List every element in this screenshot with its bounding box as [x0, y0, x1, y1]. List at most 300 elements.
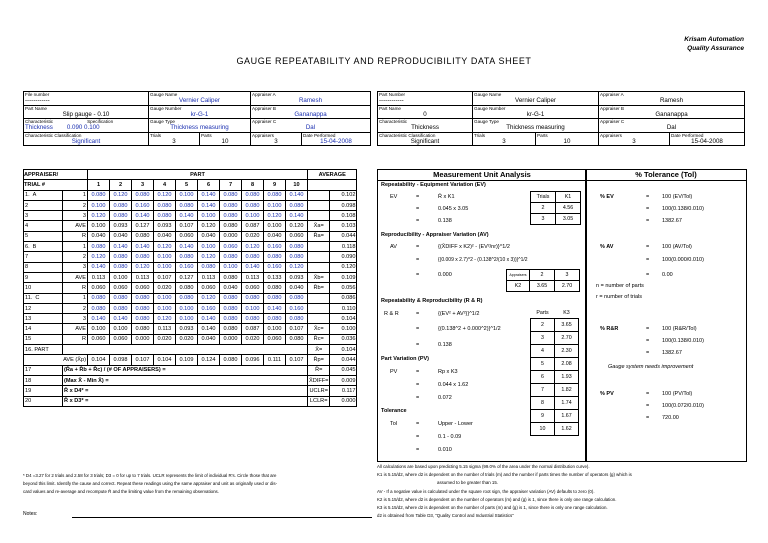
pv-formula: Rp x K3 — [438, 369, 458, 375]
summary-cell: 0.020 — [242, 231, 264, 241]
measurement-cell[interactable]: 0.080 — [264, 293, 286, 303]
summary-cell: 0.060 — [264, 334, 286, 344]
measurement-cell[interactable]: 0.080 — [110, 252, 132, 262]
row-number: 2 — [25, 202, 29, 209]
pv-label: PV — [390, 369, 398, 375]
appraiser-b-value[interactable]: Gananappa — [294, 110, 327, 118]
equals-sign: = — [646, 350, 650, 356]
k3-row — [531, 332, 579, 345]
measurement-cell[interactable]: 0.080 — [176, 252, 198, 262]
k3-row — [531, 358, 579, 371]
measurement-cell[interactable]: 0.160 — [264, 262, 286, 272]
measurement-cell[interactable]: 0.100 — [154, 293, 176, 303]
k3-row — [531, 371, 579, 384]
measurement-cell[interactable]: 0.100 — [154, 252, 176, 262]
measurement-cell[interactable]: 0.080 — [286, 252, 308, 262]
measurement-cell[interactable]: 0.080 — [242, 252, 264, 262]
company-dept: Quality Assurance — [687, 45, 744, 52]
measurement-cell[interactable]: 0.080 — [242, 314, 264, 324]
equals-sign: = — [646, 244, 650, 250]
part-number-header: 3 — [132, 180, 154, 190]
hdr-label: Trials — [150, 132, 162, 138]
measurement-cell[interactable]: 0.140 — [242, 262, 264, 272]
k2-cell: 2.70 — [555, 281, 580, 292]
hdr-label: Gauge Number — [150, 105, 182, 111]
k3-cell: 8 — [531, 397, 555, 410]
measurement-cell[interactable]: 0.080 — [176, 200, 198, 210]
equals-sign: = — [416, 434, 420, 440]
rr-label: R & R — [384, 311, 399, 317]
pct-rr-result: 1382.67 — [662, 350, 682, 356]
footnote-line: d2 is obtained from Table D3, "Quality Control and Industrial Statistics" — [377, 513, 514, 519]
measurement-cell[interactable]: 0.080 — [88, 242, 110, 252]
avg-label — [308, 303, 330, 313]
measurement-cell[interactable]: 0.080 — [110, 211, 132, 221]
measurement-cell[interactable]: 0.140 — [264, 303, 286, 313]
summary-cell: 0.093 — [110, 221, 132, 231]
part-number-header: 2 — [110, 180, 132, 190]
equals-sign: = — [646, 415, 650, 421]
gauge-number-value[interactable]: kr-G-1 — [190, 110, 209, 118]
row-average: 0.120 — [330, 262, 357, 272]
summary-cell: 0.080 — [286, 334, 308, 344]
measurement-cell[interactable]: 0.140 — [132, 211, 154, 221]
gauge-name-value[interactable]: Vernier Caliper — [179, 97, 220, 104]
footnote-line: K1 is 5.15/d2, where d2 is dependent on the number of trials (m) and the number if parts times the number of operators (g) which is — [377, 472, 632, 478]
tol-heading: Tolerance — [381, 408, 407, 414]
table-row — [24, 324, 357, 334]
pv-result: 0.072 — [438, 395, 452, 401]
hdr-label: Appraiser C — [252, 119, 277, 124]
footnote-line: card values and re-average and recompute R̄ and the limiting value from the remaining observations. — [23, 489, 219, 495]
measurement-cell[interactable]: 0.080 — [88, 293, 110, 303]
table-row — [24, 314, 357, 324]
measurement-cell[interactable]: 0.080 — [286, 293, 308, 303]
measurement-cell[interactable]: 0.080 — [220, 293, 242, 303]
summary-cell: 0.133 — [264, 272, 286, 282]
row-label — [24, 293, 63, 303]
measurement-cell[interactable]: 0.140 — [132, 242, 154, 252]
summary-cell: 0.113 — [242, 272, 264, 282]
equals-sign: = — [416, 257, 420, 263]
ave-xp-cell: 0.104 — [88, 355, 110, 365]
measurement-cell[interactable]: 0.140 — [110, 314, 132, 324]
equals-sign: = — [646, 257, 650, 263]
pct-ev-formula: 100 (EV/Tol) — [662, 194, 693, 200]
summary-cell: 0.087 — [242, 324, 264, 334]
measurement-cell[interactable]: 0.120 — [154, 242, 176, 252]
avg-label — [308, 314, 330, 324]
rh-gauge-number-value: kr-G-1 — [526, 110, 545, 118]
row-label — [24, 262, 63, 272]
measurement-cell[interactable]: 0.100 — [154, 303, 176, 313]
measurement-cell[interactable]: 0.140 — [88, 314, 110, 324]
measurement-cell[interactable]: 0.080 — [154, 211, 176, 221]
appraisers-value[interactable]: 3 — [274, 137, 278, 145]
measurement-cell[interactable]: 0.140 — [286, 190, 308, 200]
avg-label: R̄p= — [308, 355, 330, 365]
k3-cell: 2.70 — [555, 332, 579, 345]
measurement-cell[interactable]: 0.140 — [198, 190, 220, 200]
row-average: 0.102 — [330, 190, 357, 200]
measurement-cell[interactable]: 0.080 — [154, 200, 176, 210]
summary-cell: 0.060 — [110, 283, 132, 293]
measurement-cell[interactable]: 0.120 — [286, 262, 308, 272]
summary-cell: 0.080 — [176, 283, 198, 293]
hdr-label: Trials — [474, 132, 486, 138]
characteristic-value[interactable]: Thickness — [25, 124, 53, 131]
measurement-cell[interactable]: 0.100 — [176, 190, 198, 200]
measurement-cell[interactable]: 0.080 — [264, 252, 286, 262]
measurement-cell[interactable]: 0.080 — [110, 303, 132, 313]
rh-appraiser-b-value: Gananappa — [655, 110, 688, 118]
r20-value: 0.000 — [330, 396, 357, 406]
part-number-value[interactable]: ------------ — [25, 97, 50, 104]
footnote-line: K2 is 5.15/d2, where d2 is dependent on the number of operators (m) and (g) is 1, since there is only one range calculation. — [377, 496, 617, 502]
rr-formula: {(EV² + AV²)}^1/2 — [438, 311, 480, 317]
k1-cell: 2 — [531, 203, 556, 214]
measurement-cell[interactable]: 0.080 — [286, 314, 308, 324]
blank-cell — [63, 345, 308, 355]
measurement-cell[interactable]: 0.080 — [220, 314, 242, 324]
part-number-header: 6 — [198, 180, 220, 190]
row-number: 17 — [24, 365, 63, 375]
k3-cell: 1.93 — [555, 371, 579, 384]
measurement-cell[interactable]: 0.160 — [132, 200, 154, 210]
footnote-left — [23, 472, 277, 497]
col-appraiser-header: APPRAISER/ — [24, 170, 88, 180]
ave-xp-cell: 0.109 — [176, 355, 198, 365]
equals-sign: = — [416, 326, 420, 332]
appraiser-letter: B — [32, 243, 37, 250]
rh-appraiser-c-value: Dal — [666, 124, 677, 131]
measurement-cell[interactable]: 0.100 — [242, 211, 264, 221]
row-number: 5 — [25, 233, 29, 240]
measurement-cell[interactable]: 0.120 — [88, 252, 110, 262]
row-number: 13 — [25, 315, 32, 322]
k1-header: K1 — [556, 192, 581, 203]
hdr-label: Appraiser B — [252, 105, 277, 111]
measurement-cell[interactable]: 0.080 — [220, 303, 242, 313]
trial-label: 1 — [63, 293, 88, 303]
trial-label: R — [63, 334, 88, 344]
notes-line[interactable] — [72, 517, 372, 518]
measurement-cell[interactable]: 0.080 — [132, 303, 154, 313]
appraiser-a-value[interactable]: Ramesh — [298, 97, 323, 104]
measurement-cell[interactable]: 0.100 — [242, 303, 264, 313]
summary-cell: 0.040 — [198, 231, 220, 241]
pct-ev-result: 1382.67 — [662, 218, 682, 224]
hdr-label: Appraisers — [600, 132, 622, 138]
k3-cell: 9 — [531, 410, 555, 423]
measurement-cell[interactable]: 0.140 — [176, 211, 198, 221]
rh-part-name-value: 0 — [423, 110, 427, 118]
gauge-type-value[interactable]: Thickness measuring — [170, 124, 229, 131]
measurement-cell[interactable]: 0.160 — [286, 303, 308, 313]
rh-gauge-type-value: Thickness measuring — [506, 124, 565, 131]
row-number: 11. — [25, 295, 33, 302]
trial-label: 3 — [63, 314, 88, 324]
ave-xp-cell: 0.107 — [286, 355, 308, 365]
row-average: 0.090 — [330, 252, 357, 262]
hdr-label: Gauge Type — [474, 119, 499, 124]
measurement-cell[interactable]: 0.100 — [88, 200, 110, 210]
measurement-cell[interactable]: 0.100 — [154, 262, 176, 272]
notes-label: Notes: — [23, 511, 38, 517]
row-label — [24, 221, 63, 231]
summary-cell: 0.107 — [154, 272, 176, 282]
measurement-cell[interactable]: 0.160 — [176, 262, 198, 272]
ave-xp-cell: 0.080 — [220, 355, 242, 365]
r18-lbl: X̄DIFF= — [308, 375, 330, 385]
part-number-header: 8 — [242, 180, 264, 190]
k3-cell: 1.82 — [555, 384, 579, 397]
summary-cell: 0.080 — [220, 272, 242, 282]
measurement-cell[interactable]: 0.080 — [176, 293, 198, 303]
measurement-cell[interactable]: 0.060 — [220, 242, 242, 252]
row-average: 0.100 — [330, 324, 357, 334]
row-average: 0.110 — [330, 303, 357, 313]
summary-cell: 0.060 — [198, 283, 220, 293]
measurement-cell[interactable]: 0.080 — [132, 190, 154, 200]
measurement-cell[interactable]: 0.120 — [88, 211, 110, 221]
avg-label: X̄c= — [308, 324, 330, 334]
summary-cell: 0.060 — [286, 231, 308, 241]
rr-result: 0.138 — [438, 342, 452, 348]
col-trial-header: TRIAL # — [24, 180, 88, 190]
avg-label: R̄a= — [308, 231, 330, 241]
row-label — [24, 314, 63, 324]
k1-cell: 4.56 — [556, 203, 581, 214]
r20-label: R̄ x D3* = — [63, 396, 308, 406]
trial-label: 1 — [63, 190, 88, 200]
k3-cell: 7 — [531, 384, 555, 397]
trials-value[interactable]: 3 — [172, 137, 176, 145]
measurement-cell[interactable]: 0.080 — [198, 262, 220, 272]
avg-label: R̄b= — [308, 283, 330, 293]
k1-cell: 3 — [531, 214, 556, 225]
measurement-cell[interactable]: 0.140 — [110, 242, 132, 252]
k3-row — [531, 410, 579, 423]
measurement-cell[interactable]: 0.080 — [88, 303, 110, 313]
k3-row — [531, 397, 579, 410]
measurement-cell[interactable]: 0.080 — [242, 293, 264, 303]
measurement-cell[interactable]: 0.080 — [220, 190, 242, 200]
measurement-cell[interactable]: 0.160 — [264, 242, 286, 252]
row-number: 18 — [24, 375, 63, 385]
footnote-line: All calculations are based upon predicting 5.15 sigma (99.0% of the area under the normal distribution curve). — [377, 464, 590, 469]
measurement-cell[interactable]: 0.080 — [132, 252, 154, 262]
date-value[interactable]: 15-04-2008 — [320, 137, 352, 145]
ev-substitution: 0.045 x 3.05 — [438, 206, 469, 212]
equals-sign: = — [416, 421, 420, 427]
measurement-cell[interactable]: 0.080 — [132, 314, 154, 324]
measurement-cell[interactable]: 0.100 — [220, 262, 242, 272]
measurement-cell[interactable]: 0.080 — [264, 314, 286, 324]
part-average: 0.104 — [330, 345, 357, 355]
hdr-label: File number — [25, 92, 50, 97]
avg-label — [308, 190, 330, 200]
measurement-cell[interactable]: 0.080 — [242, 200, 264, 210]
footnote-line: K3 is 5.15/d2, where d2 is dependent on the number of parts (m) and (g) is 1, since there is only one range calculation. — [377, 505, 608, 511]
note-r: r = number of trials — [596, 294, 643, 300]
percent-tolerance-panel — [585, 169, 747, 462]
footnote-line: assumed to be greater than 15. — [437, 480, 499, 486]
table-row — [24, 293, 357, 303]
measurement-cell[interactable]: 0.140 — [286, 211, 308, 221]
summary-cell: 0.100 — [264, 324, 286, 334]
measurement-cell[interactable]: 0.100 — [176, 303, 198, 313]
measurement-cell[interactable]: 0.080 — [264, 190, 286, 200]
equals-sign: = — [416, 272, 420, 278]
rr-substitution: {(0.138^2 + 0.000^2)}^1/2 — [438, 326, 501, 332]
summary-cell: 0.080 — [132, 231, 154, 241]
summary-cell: 0.080 — [132, 324, 154, 334]
summary-cell: 0.020 — [242, 334, 264, 344]
equals-sign: = — [416, 369, 420, 375]
row-label — [24, 334, 63, 344]
avg-label — [308, 200, 330, 210]
summary-cell: 0.060 — [110, 334, 132, 344]
av-formula: {(X̄DIFF x K2)² - (EV²/nr)}^1/2 — [438, 244, 510, 250]
measurement-cell[interactable]: 0.080 — [88, 190, 110, 200]
summary-cell: 0.060 — [242, 283, 264, 293]
measurement-cell[interactable]: 0.080 — [110, 293, 132, 303]
measurement-cell[interactable]: 0.080 — [110, 200, 132, 210]
trial-label: AVE — [63, 272, 88, 282]
equals-sign: = — [646, 194, 650, 200]
part-row-label: 16. PART — [24, 345, 63, 355]
measurement-cell[interactable]: 0.080 — [220, 252, 242, 262]
k3-cell: 3.65 — [555, 319, 579, 332]
table-row — [24, 221, 357, 231]
hdr-label: Characteristic Specification — [25, 119, 114, 124]
summary-cell: 0.040 — [286, 283, 308, 293]
row-label — [24, 303, 63, 313]
page-title: GAUGE REPEATABILITY AND REPRODUCIBILITY DATA SHEET — [236, 56, 532, 66]
measurement-cell[interactable]: 0.140 — [88, 262, 110, 272]
pv-substitution: 0.044 x 1.62 — [438, 382, 469, 388]
measurement-cell[interactable]: 0.100 — [264, 200, 286, 210]
measurement-cell[interactable]: 0.080 — [286, 242, 308, 252]
k3-table — [530, 308, 579, 436]
specification-value[interactable]: 0.090 0.100 — [66, 124, 100, 131]
row-number: 8 — [25, 264, 29, 271]
rh-date-value: 15-04-2008 — [691, 137, 723, 145]
measurement-cell[interactable]: 0.100 — [198, 211, 220, 221]
blank-cell — [308, 180, 357, 190]
measurement-cell[interactable]: 0.120 — [264, 211, 286, 221]
pv-heading: Part Variation (PV) — [381, 356, 429, 362]
hdr-label: Parts — [537, 132, 548, 138]
footnote-line: * D4 =3.27 for 2 trials and 2.58 for 3 trials; D3 = 0 for up to 7 trials. UCLR represents the limit of individual R's. Circle those that are — [23, 473, 277, 478]
measurement-cell[interactable]: 0.140 — [198, 314, 220, 324]
hdr-label: Part Number — [379, 92, 406, 97]
table-row — [24, 231, 357, 241]
col-part-header: PART — [88, 170, 308, 180]
measurement-cell[interactable]: 0.120 — [132, 262, 154, 272]
ave-xp-cell: 0.111 — [264, 355, 286, 365]
measurement-cell[interactable]: 0.100 — [176, 314, 198, 324]
rh-characteristic-value: Thickness — [411, 124, 439, 131]
row-number: 4 — [25, 223, 29, 230]
measurement-cell[interactable]: 0.120 — [154, 314, 176, 324]
summary-cell: 0.113 — [132, 272, 154, 282]
summary-cell: 0.040 — [198, 334, 220, 344]
row-label — [24, 242, 63, 252]
measurement-cell[interactable]: 0.080 — [286, 200, 308, 210]
row-label — [24, 211, 63, 221]
summary-cell: 0.107 — [176, 221, 198, 231]
summary-cell: 0.113 — [154, 324, 176, 334]
row-number: 12 — [25, 305, 32, 312]
hdr-label: Date Performed — [303, 132, 336, 138]
avg-label — [308, 211, 330, 221]
measurement-cell[interactable]: 0.140 — [198, 200, 220, 210]
summary-cell: 0.127 — [132, 221, 154, 231]
ev-label: EV — [390, 194, 398, 200]
measurement-cell[interactable]: 0.120 — [242, 242, 264, 252]
k1-header: Trials — [531, 192, 556, 203]
r18-label: (Max X̄ - Min X̄) = — [63, 375, 308, 385]
right-header-table — [377, 91, 745, 146]
classification-value[interactable]: Significant — [71, 137, 101, 145]
parts-value[interactable]: 10 — [221, 137, 229, 145]
summary-cell: 0.080 — [220, 324, 242, 334]
av-substitution: {(0.009 x 2.7)^2 - (0.138^2/(10 x 3))}^1/2 — [438, 257, 528, 263]
hdr-label: Gauge Name — [474, 92, 502, 97]
avg-label: X̄a= — [308, 221, 330, 231]
measurement-cell[interactable]: 0.080 — [132, 293, 154, 303]
row-average: 0.036 — [330, 334, 357, 344]
row-average: 0.056 — [330, 283, 357, 293]
trial-label: AVE — [63, 324, 88, 334]
row-number: 1. — [25, 192, 30, 199]
measurement-cell[interactable]: 0.160 — [198, 303, 220, 313]
ev-formula: R̄ x K1 — [438, 194, 455, 200]
measurement-cell[interactable]: 0.080 — [220, 200, 242, 210]
av-heading: Reproducibility - Appraiser Variation (AV) — [381, 232, 489, 238]
k3-cell: 1.62 — [555, 423, 579, 436]
measurement-cell[interactable]: 0.080 — [110, 262, 132, 272]
equals-sign: = — [646, 391, 650, 397]
hdr-label: Characteristic Classification — [25, 132, 82, 138]
k3-cell: 2 — [531, 319, 555, 332]
summary-cell: 0.093 — [176, 324, 198, 334]
trial-label: 1 — [63, 242, 88, 252]
measurement-cell[interactable]: 0.140 — [176, 242, 198, 252]
row-number: 10 — [25, 284, 32, 291]
measurement-cell[interactable]: 0.120 — [198, 293, 220, 303]
summary-cell: 0.100 — [110, 272, 132, 282]
summary-cell: 0.040 — [154, 231, 176, 241]
k2-cell: 2 — [530, 270, 555, 281]
row-number: 19 — [24, 386, 63, 396]
measurement-cell[interactable]: 0.100 — [198, 242, 220, 252]
measurement-cell[interactable]: 0.080 — [220, 211, 242, 221]
hdr-label: Part Name — [25, 105, 47, 111]
appraiser-c-value[interactable]: Dal — [305, 124, 316, 131]
measurement-cell[interactable]: 0.120 — [110, 190, 132, 200]
measurement-cell[interactable]: 0.120 — [154, 190, 176, 200]
k3-row — [531, 345, 579, 358]
measurement-cell[interactable]: 0.120 — [198, 252, 220, 262]
ave-xp-label: AVE (X̄p) — [24, 355, 88, 365]
measurement-cell[interactable]: 0.080 — [242, 190, 264, 200]
hdr-label: Parts — [201, 132, 212, 138]
ave-xp-cell: 0.104 — [154, 355, 176, 365]
part-name-value[interactable]: Slip gauge - 0.10 — [62, 110, 110, 118]
